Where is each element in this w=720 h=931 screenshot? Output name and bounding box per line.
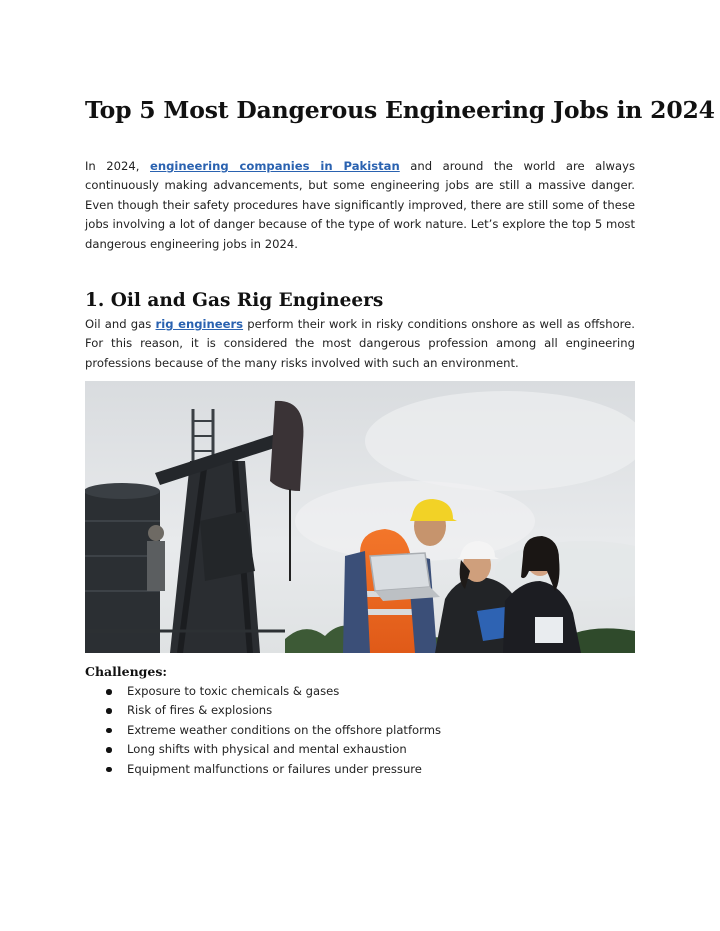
list-item (85, 682, 645, 701)
bullet-icon (106, 747, 112, 753)
bullet-icon (106, 728, 112, 734)
oil-rig-engineers-photo (85, 381, 635, 653)
intro-paragraph (85, 157, 635, 254)
challenges-label: Challenges: (85, 664, 168, 679)
list-item-text: Long shifts with physical and mental exhaustion (127, 742, 407, 757)
section-text-start: Oil and gas (85, 317, 156, 331)
intro-text-start: In 2024, (85, 159, 151, 173)
engineering-companies-link[interactable]: engineering companies in Pakistan (150, 159, 400, 173)
list-item-text: Exposure to toxic chemicals & gases (127, 684, 340, 698)
section-paragraph (85, 315, 635, 373)
challenges-list (85, 682, 645, 779)
bullet-icon (106, 767, 112, 773)
bullet-icon (106, 708, 112, 714)
list-item (85, 740, 645, 759)
section-heading: 1. Oil and Gas Rig Engineers (85, 290, 384, 311)
page-title: Top 5 Most Dangerous Engineering Jobs in 2024 (85, 96, 715, 124)
rig-engineers-link[interactable]: rig engineers (155, 317, 244, 331)
list-item-text: Equipment malfunctions or failures under pressure (127, 761, 422, 776)
list-item (85, 701, 645, 720)
section-text-end: perform their work in risky conditions onshore as well as offshore. For this reason, it is considered the most dangerous profession among all engineering professions because of the many risks involved with such an environment. (85, 317, 635, 370)
list-item-text: Risk of fires & explosions (127, 703, 273, 718)
list-item (85, 721, 645, 740)
bullet-icon (106, 689, 112, 695)
list-item (85, 760, 645, 779)
list-item-text: Extreme weather conditions on the offshore platforms (127, 722, 442, 737)
intro-text-end: and around the world are always continuously making advancements, but some engineering jobs are still a massive danger. Even though their safety procedures have significantly improved, there are still some of these jobs involving a lot of danger because of the type of work nature. Let’s explore the top 5 most dangerous engineering jobs in 2024. (85, 159, 635, 251)
